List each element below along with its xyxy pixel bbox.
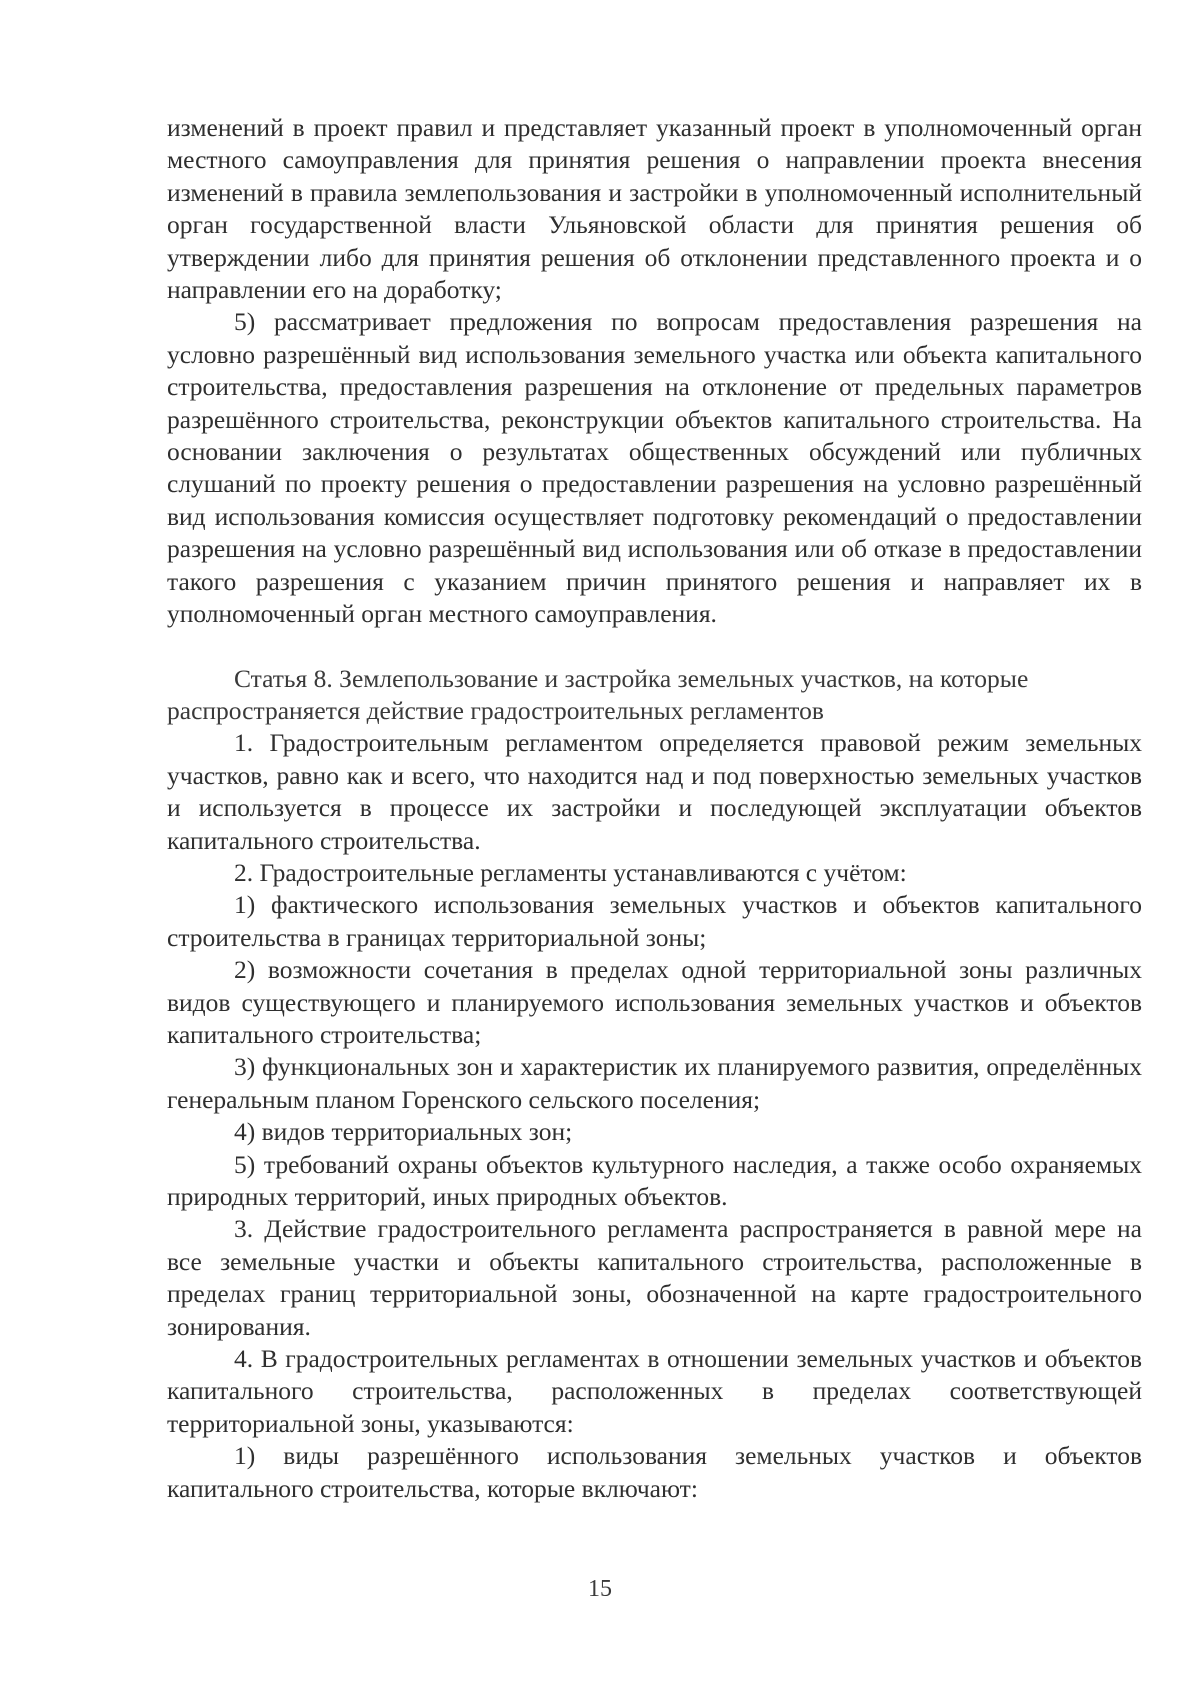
article-title: Статья 8. Землепользование и застройка земельных участков, на которые распространяется действие градостроительных регламентов — [167, 663, 1029, 725]
paragraph-point-4: 4. В градостроительных регламентах в отношении земельных участков и объектов капитального строительства, расположенных в пределах соответствующей территориальной зоны, указываются: — [167, 1344, 1142, 1438]
paragraph-point-1: 1. Градостроительным регламентом определяется правовой режим земельных участков, равно как и всего, что находится над и под поверхностью земельных участков и используется в процессе их застройки и последующей эксплуатации объектов капитального строительства. — [167, 728, 1142, 855]
page-number: 15 — [588, 1576, 612, 1602]
paragraph-point-2: 2. Градостроительные регламенты устанавливаются с учётом: — [234, 857, 907, 887]
paragraph-point-4-subitem-1: 1) виды разрешённого использования земельных участков и объектов капитального строительства, которые включают: — [167, 1441, 1142, 1503]
paragraph-item-5: 5) рассматривает предложения по вопросам предоставления разрешения на условно разрешённый вид использования земельного участка или объекта капитального строительства, предоставления разрешения на отклонение от предельных параметров разрешённого строительства, реконструкции объектов капитального строительства. На основании заключения о результатах общественных обсуждений или публичных слушаний по проекту решения о предоставлении разрешения на условно разрешённый вид использования комиссия осуществляет подготовку рекомендаций о предоставлении разрешения на условно разрешённый вид использования или об отказе в предоставлении такого разрешения с указанием причин принятого решения и направляет их в уполномоченный орган местного самоуправления. — [167, 307, 1142, 629]
paragraph-subitem-3: 3) функциональных зон и характеристик их планируемого развития, определённых генеральным планом Горенского сельского поселения; — [167, 1052, 1142, 1114]
paragraph-subitem-5: 5) требований охраны объектов культурного наследия, а также особо охраняемых природных территорий, иных природных объектов. — [167, 1149, 1142, 1211]
paragraph-point-3: 3. Действие градостроительного регламента распространяется в равной мере на все земельные участки и объекты капитального строительства, расположенные в пределах границ территориальной зоны, обозначенной на карте градостроительного зонирования. — [167, 1214, 1142, 1341]
paragraph-subitem-1: 1) фактического использования земельных участков и объектов капитального строительства в границах территориальной зоны; — [167, 890, 1142, 952]
document-body — [167, 112, 1142, 1505]
section-spacer — [167, 631, 1142, 663]
paragraph-subitem-2: 2) возможности сочетания в пределах одной территориальной зоны различных видов существующего и планируемого использования земельных участков и объектов капитального строительства; — [167, 955, 1142, 1049]
paragraph-subitem-4: 4) видов территориальных зон; — [234, 1117, 573, 1147]
paragraph-continuation: изменений в проект правил и представляет указанный проект в уполномоченный орган местного самоуправления для принятия решения о направлении проекта внесения изменений в правила землепользования и застройки в уполномоченный исполнительный орган государственной власти Ульяновской области для принятия решения об утверждении либо для принятия решения об отклонении представленного проекта и о направлении его на доработку; — [167, 113, 1142, 305]
